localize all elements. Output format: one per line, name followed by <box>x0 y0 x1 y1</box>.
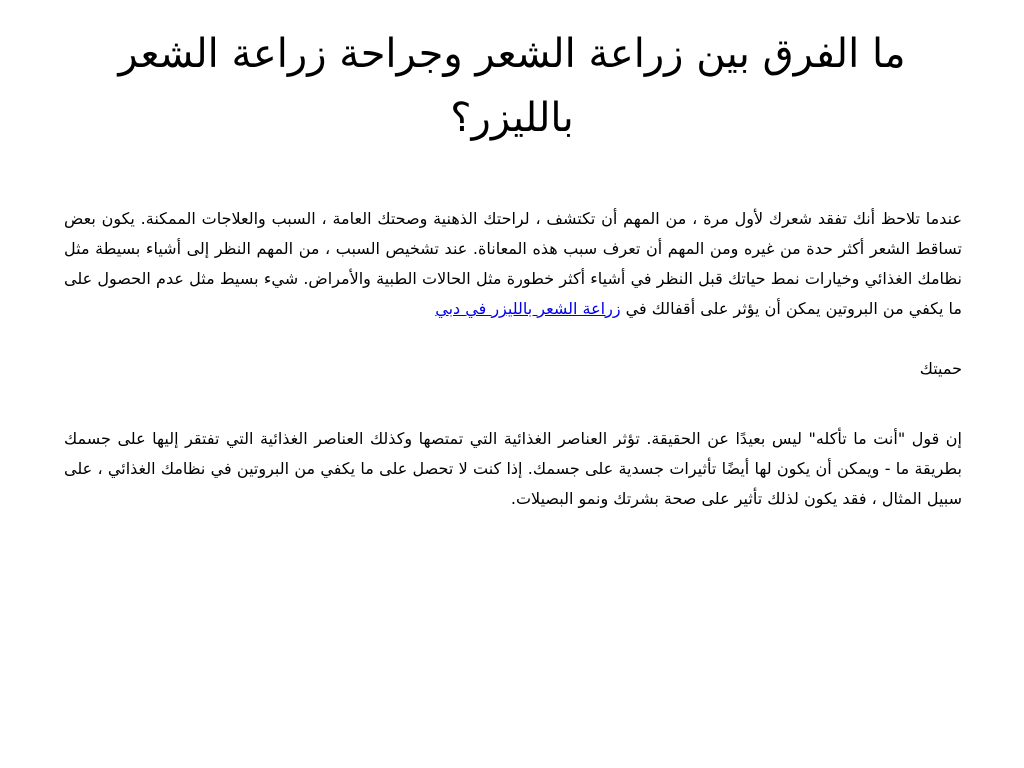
section-heading-diet: حميتك <box>919 359 962 378</box>
laser-hair-transplant-dubai-link[interactable]: زراعة الشعر بالليزر في دبي <box>435 299 621 318</box>
intro-paragraph <box>64 204 962 324</box>
diet-paragraph: إن قول "أنت ما تأكله" ليس بعيدًا عن الحقيقة. تؤثر العناصر الغذائية التي تمتصها وكذلك العناصر الغذائية التي تفتقر إليها على جسمك بطريقة ما - ويمكن أن يكون لها أيضًا تأثيرات جسدية على جسمك. إذا كنت لا تحصل على ما يكفي من البروتين في نظامك الغذائي ، على سبيل المثال ، فقد يكون لذلك تأثير على صحة بشرتك ونمو البصيلات. <box>64 429 962 508</box>
slide-body <box>64 204 962 514</box>
intro-paragraph-text: عندما تلاحظ أنك تفقد شعرك لأول مرة ، من المهم أن تكتشف ، لراحتك الذهنية وصحتك العامة ، السبب والعلاجات الممكنة. يكون بعض تساقط الشعر أكثر حدة من غيره ومن المهم أن تعرف سبب هذه المعاناة. عند تشخيص السبب ، من المهم النظر إلى أشياء بسيطة مثل نظامك الغذائي وخيارات نمط حياتك قبل النظر في أشياء أكثر خطورة مثل الحالات الطبية والأمراض. شيء بسيط مثل عدم الحصول على ما يكفي من البروتين يمكن أن يؤثر على أقفالك في <box>64 209 962 318</box>
page-title: ما الفرق بين زراعة الشعر وجراحة زراعة الشعر بالليزر؟ <box>118 31 906 141</box>
